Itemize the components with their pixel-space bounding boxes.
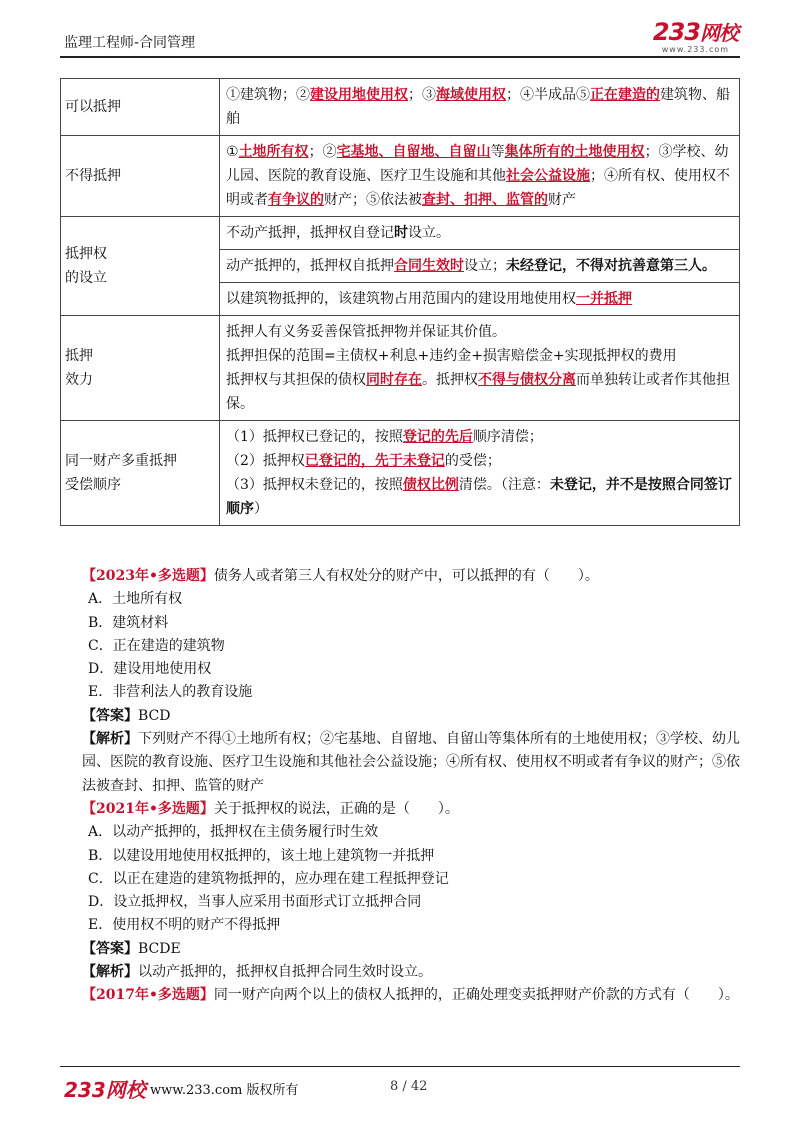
question-tag: 【2017年•多选题】	[82, 987, 214, 1004]
text-segment: ；④半成品⑤	[506, 87, 590, 103]
analysis-tag: 【解析】	[82, 964, 138, 981]
key-term: 海域使用权	[436, 87, 506, 103]
text-segment: 清偿。（注意：	[458, 477, 550, 493]
knowledge-table	[60, 78, 740, 526]
header-title: 监理工程师-合同管理	[64, 35, 196, 51]
answer-line	[60, 938, 750, 961]
answer-line	[60, 705, 750, 728]
key-term: 集体所有的土地使用权	[504, 144, 645, 160]
analysis-text: 以动产抵押的，抵押权自抵押合同生效时设立。	[138, 964, 432, 981]
row-content	[220, 250, 740, 283]
text-segment: （2）抵押权	[226, 453, 305, 469]
key-term: 社会公益设施	[506, 168, 590, 184]
logo-number: 233	[652, 18, 700, 46]
bold-text: 时	[394, 225, 408, 241]
header-divider	[60, 56, 740, 58]
question-tag: 【2021年•多选题】	[82, 800, 214, 817]
text-segment: 而单独转让或者作其他担保。	[226, 372, 730, 412]
question-option: A．以动产抵押的，抵押权在主债务履行时生效	[88, 824, 379, 841]
footer-copyright: www.233.com 版权所有	[150, 1083, 299, 1098]
table-row	[61, 217, 740, 250]
text-segment: 财产	[548, 192, 576, 208]
question-stem	[60, 984, 750, 1007]
logo-url: www.233.com	[661, 45, 730, 54]
logo-text: 网校	[700, 21, 738, 45]
question-option: C．正在建造的建筑物	[88, 637, 225, 654]
page-number: 8 / 42	[390, 1079, 428, 1094]
key-term: 不得与债权分离	[478, 372, 576, 388]
question-option: A．土地所有权	[88, 591, 183, 608]
question-section	[60, 565, 750, 1008]
row-label: 同一财产多重抵押 受偿顺序	[61, 421, 220, 526]
key-term: 债权比例	[402, 477, 459, 493]
key-term: 土地所有权	[238, 144, 309, 160]
text-segment: ①	[226, 144, 239, 160]
footer-divider	[60, 1066, 740, 1067]
answer-value: BCDE	[138, 940, 181, 957]
question-stem	[60, 798, 750, 821]
key-term: 同时存在	[366, 372, 422, 388]
key-term: 登记的先后	[402, 429, 473, 445]
text-segment: 以建筑物抵押的，该建筑物占用范围内的建设用地使用权	[226, 291, 576, 307]
question-option: C．以正在建造的建筑物抵押的，应办理在建工程抵押登记	[88, 870, 449, 887]
text-segment: ）	[254, 501, 268, 517]
analysis-line	[60, 728, 750, 798]
analysis-tag: 【解析】	[82, 731, 138, 748]
text-segment: 抵押担保的范围=主债权+利息+违约金+损害赔偿金+实现抵押权的费用	[226, 348, 677, 364]
table-row	[61, 421, 740, 526]
text-segment: 设立；	[464, 258, 506, 274]
table-row	[61, 79, 740, 136]
text-segment: 设立。	[408, 225, 450, 241]
text-segment: 建筑物、船舶	[226, 87, 730, 127]
text-segment: ；③	[408, 87, 436, 103]
question-option: D．设立抵押权，当事人应采用书面形式订立抵押合同	[88, 894, 422, 911]
question-option: B．建筑材料	[88, 614, 169, 631]
bold-text: 未登记，并不是按照合同签订顺序	[226, 477, 732, 517]
text-segment: 顺序清偿；	[472, 429, 543, 445]
question-tag: 【2023年•多选题】	[82, 568, 214, 584]
answer-tag: 【答案】	[82, 707, 138, 724]
text-segment: 动产抵押的，抵押权自抵押	[226, 258, 394, 274]
analysis-text: 下列财产不得①土地所有权；②宅基地、自留地、自留山等集体所有的土地使用权；③学校、幼儿园、医院的教育设施、医疗卫生设施和其他社会公益设施；④所有权、使用权不明或者有争议的财产；⑤依法被查封、扣押、监管的财产	[82, 731, 740, 794]
text-segment: （3）抵押权未登记的，按照	[226, 477, 403, 493]
answer-value: BCD	[138, 707, 171, 724]
text-segment: 财产；⑤依法被	[324, 192, 422, 208]
brand-logo[interactable]	[653, 20, 738, 54]
text-segment: 的受偿；	[444, 453, 501, 469]
question-option: E．使用权不明的财产不得抵押	[88, 917, 281, 934]
text-segment: 。抵押权	[422, 372, 478, 388]
key-term: 宅基地、自留地、自留山	[336, 144, 491, 160]
question-text: 关于抵押权的说法，正确的是（ ）。	[213, 800, 459, 817]
row-label: 抵押权 的设立	[61, 217, 220, 316]
row-content	[220, 217, 740, 250]
question-option: E．非营利法人的教育设施	[88, 684, 253, 701]
table-row	[61, 316, 740, 421]
text-segment: 抵押权与其担保的债权	[226, 372, 366, 388]
key-term: 一并抵押	[576, 291, 632, 307]
table-row	[61, 136, 740, 217]
text-segment: 等	[490, 144, 505, 160]
text-segment: ①建筑物；②	[226, 87, 310, 103]
footer-logo[interactable]: 233网校	[64, 1078, 146, 1102]
text-segment: ；③学校、幼儿园、医院的教育设施、医疗卫生设施和其他	[226, 144, 729, 184]
key-term: 查封、扣押、监管的	[422, 192, 548, 208]
analysis-line	[60, 961, 750, 984]
row-content	[220, 421, 740, 526]
question-option: D．建设用地使用权	[88, 661, 212, 678]
row-content	[220, 136, 740, 217]
key-term: 有争议的	[268, 192, 324, 208]
question-text: 同一财产向两个以上的债权人抵押的，正确处理变卖抵押财产价款的方式有（ ）。	[213, 987, 739, 1004]
text-segment: ；②	[308, 144, 337, 160]
key-term: 已登记的，先于未登记	[304, 453, 445, 469]
key-term: 合同生效时	[394, 258, 464, 274]
bold-text: 未经登记，不得对抗善意第三人。	[506, 258, 716, 274]
text-segment: （1）抵押权已登记的，按照	[226, 429, 403, 445]
answer-tag: 【答案】	[82, 940, 138, 957]
row-label: 不得抵押	[61, 136, 220, 217]
row-label: 抵押 效力	[61, 316, 220, 421]
text-segment: ；④所有权、使用权不明或者	[226, 168, 730, 208]
question-text: 债务人或者第三人有权处分的财产中，可以抵押的有（ ）。	[213, 568, 599, 584]
key-term: 建设用地使用权	[310, 87, 408, 103]
row-content	[220, 283, 740, 316]
question-option: B．以建设用地使用权抵押的，该土地上建筑物一并抵押	[88, 847, 435, 864]
text-segment: 抵押人有义务妥善保管抵押物并保证其价值。	[226, 324, 506, 340]
key-term: 正在建造的	[590, 87, 660, 103]
row-label: 可以抵押	[61, 79, 220, 136]
question-stem	[60, 565, 750, 588]
row-content	[220, 79, 740, 136]
row-content	[220, 316, 740, 421]
text-segment: 不动产抵押，抵押权自登记	[226, 225, 394, 241]
